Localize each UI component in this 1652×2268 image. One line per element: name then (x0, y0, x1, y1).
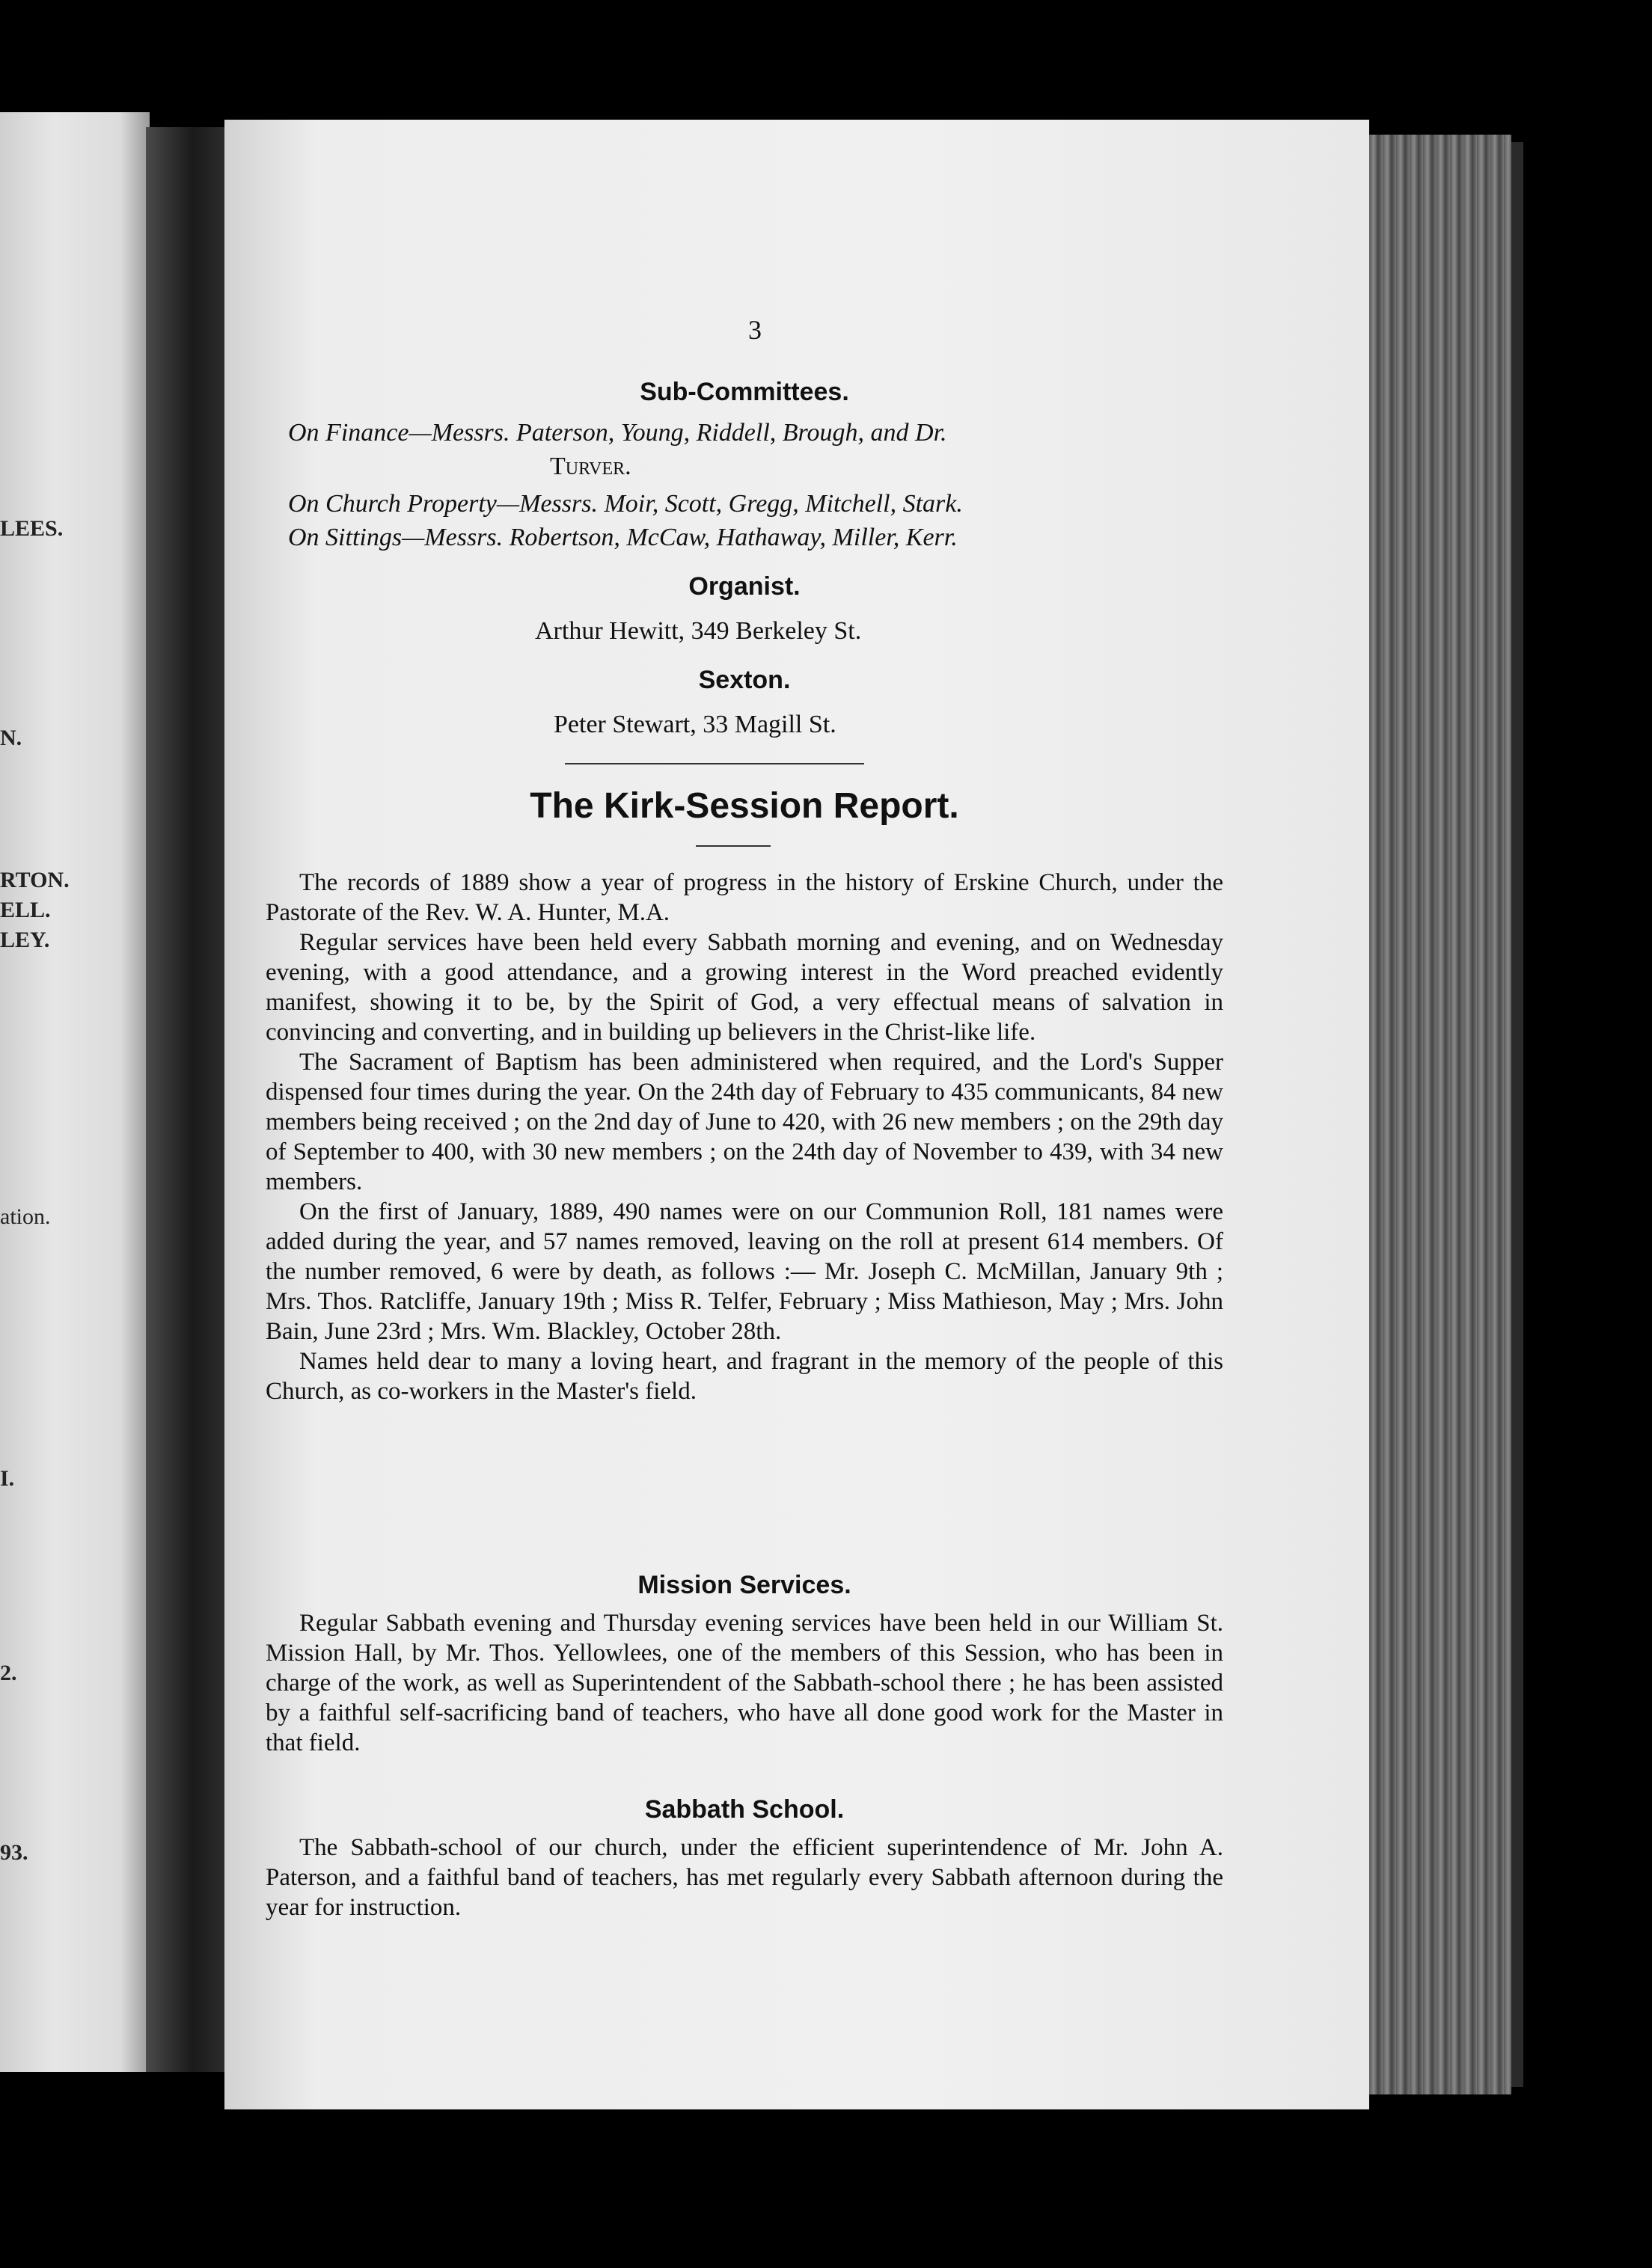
book-cover-edge (1511, 142, 1523, 2087)
left-fragment: ELL. (0, 898, 51, 922)
subcommittees-heading: Sub-Committees. (640, 378, 849, 406)
left-fragment: RTON. (0, 868, 70, 892)
sexton-text: Peter Stewart, 33 Magill St. (554, 711, 836, 738)
left-fragment: 2. (0, 1661, 17, 1685)
report-heading: The Kirk-Session Report. (530, 786, 959, 826)
mission-body (266, 1608, 1223, 1758)
left-fragment: ation. (0, 1204, 51, 1229)
organist-heading: Organist. (688, 572, 801, 601)
report-paragraph: On the first of January, 1889, 490 names were on our Communion Roll, 181 names were added during the year, and 57 names removed, leaving on the roll at present 614 members. Of the number removed, 6 were by death, as follows :— Mr. Joseph C. McMillan, January 9th ; Mrs. Thos. Ratcliffe, January 19th ; Miss R. Telfer, February ; Miss Mathieson, May ; Mrs. John Bain, June 23rd ; Mrs. Wm. Blackley, October 28th. (266, 1198, 1223, 1345)
left-page (0, 112, 150, 2072)
mission-heading: Mission Services. (637, 1571, 851, 1599)
short-rule (696, 845, 771, 847)
finance-continuation: Turver. (550, 453, 631, 480)
sabbath-school-body (266, 1833, 1223, 1922)
left-fragment: LEES. (0, 516, 64, 541)
page-number: 3 (748, 315, 762, 345)
left-fragment: N. (0, 726, 22, 750)
report-paragraph: Regular services have been held every Sabbath morning and evening, and on Wednesday evening, with a good attendance, and a growing interest in the Word preached evidently manifest, showing it to be, by the Spirit of God, a very effectual means of salvation in convincing and converting, and in building up believers in the Christ-like life. (266, 929, 1223, 1046)
sittings-line: On Sittings—Messrs. Robertson, McCaw, Hathaway, Miller, Kerr. (288, 524, 958, 551)
report-paragraph: The records of 1889 show a year of progress in the history of Erskine Church, under the Pastorate of the Rev. W. A. Hunter, M.A. (266, 869, 1223, 926)
organist-text: Arthur Hewitt, 349 Berkeley St. (535, 617, 862, 645)
mission-paragraph: Regular Sabbath evening and Thursday evening services have been held in our William St. Mission Hall, by Mr. Thos. Yellowlees, one of the members of this Session, who has been in charge of the work, as well as Superintendent of the Sabbath-school there ; he has been assisted by a faithful self-sacrificing band of teachers, who have all done good work for the Master in that field. (266, 1610, 1223, 1756)
report-paragraph: Names held dear to many a loving heart, and fragrant in the memory of the people of this Church, as co-workers in the Master's field. (266, 1348, 1223, 1405)
finance-line: On Finance—Messrs. Paterson, Young, Riddell, Brough, and Dr. (288, 419, 947, 447)
page-edges (1369, 135, 1511, 2094)
church-property-line: On Church Property—Messrs. Moir, Scott, Gregg, Mitchell, Stark. (288, 490, 963, 518)
report-body (266, 868, 1223, 1406)
left-fragment: LEY. (0, 928, 50, 952)
report-paragraph: The Sacrament of Baptism has been administered when required, and the Lord's Supper dispensed four times during the year. On the 24th day of February to 435 communicants, 84 new members being received ; on the 2nd day of June to 420, with 26 new members ; on the 29th day of September to 400, with 30 new members ; on the 24th day of November to 439, with 34 new members. (266, 1049, 1223, 1195)
sexton-heading: Sexton. (698, 666, 791, 694)
left-fragment: I. (0, 1466, 15, 1491)
divider-rule (565, 763, 864, 764)
left-fragment: 93. (0, 1840, 28, 1865)
sabbath-school-heading: Sabbath School. (644, 1795, 845, 1824)
sabbath-school-paragraph: The Sabbath-school of our church, under the efficient superintendence of Mr. John A. Paterson, and a faithful band of teachers, has met regularly every Sabbath afternoon during the year for instruction. (266, 1834, 1223, 1921)
